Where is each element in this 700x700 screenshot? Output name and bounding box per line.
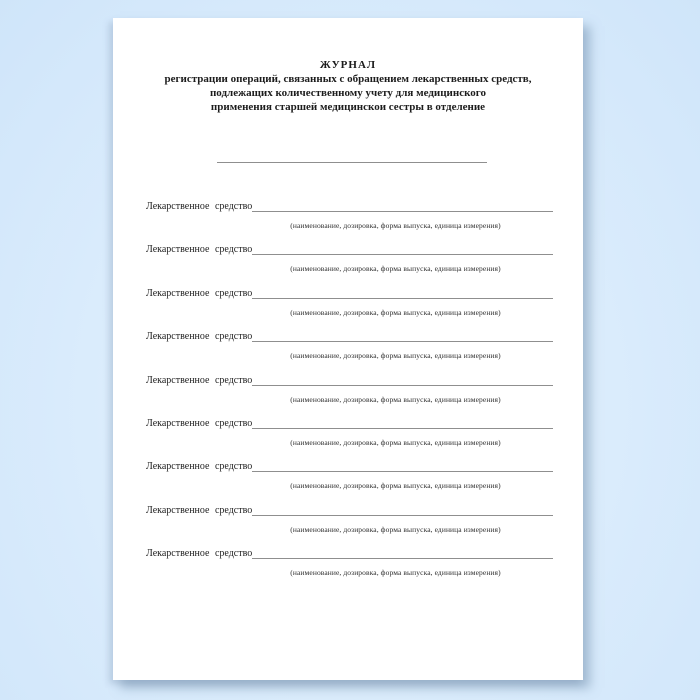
drug-fill-line — [252, 254, 553, 255]
drug-row — [146, 330, 553, 373]
document-title-block — [113, 58, 583, 114]
header-blank-line — [217, 162, 487, 166]
drug-row-caption: (наименование, дозировка, форма выпуска, единица измерения) — [290, 437, 501, 447]
drug-fill-line — [252, 298, 553, 299]
document-subtitle-line-2: подлежащих количественному учету для медицинского — [209, 87, 487, 99]
drug-fill-line — [252, 515, 553, 516]
drug-row-label: Лекарственное средство — [146, 461, 253, 473]
drug-row-label: Лекарственное средство — [146, 417, 253, 429]
drug-row — [146, 243, 553, 286]
drug-row-caption: (наименование, дозировка, форма выпуска, единица измерения) — [290, 568, 501, 578]
drug-row — [146, 417, 553, 460]
drug-row-label: Лекарственное средство — [146, 287, 253, 299]
drug-row-caption: (наименование, дозировка, форма выпуска, единица измерения) — [290, 394, 501, 404]
drug-row — [146, 547, 553, 590]
drug-row — [146, 504, 553, 547]
drug-row-caption: (наименование, дозировка, форма выпуска, единица измерения) — [290, 524, 501, 534]
document-title: ЖУРНАЛ — [319, 59, 377, 71]
drug-fill-line — [252, 558, 553, 559]
drug-fill-line — [252, 211, 553, 212]
drug-row-caption: (наименование, дозировка, форма выпуска, единица измерения) — [290, 221, 501, 230]
drug-row-label: Лекарственное средство — [146, 331, 253, 343]
drug-row-label: Лекарственное средство — [146, 548, 253, 560]
drug-row-label: Лекарственное средство — [146, 201, 253, 212]
drug-row-caption: (наименование, дозировка, форма выпуска, единица измерения) — [290, 307, 501, 317]
drug-fill-line — [252, 428, 553, 429]
drug-fill-line — [252, 471, 553, 472]
drug-row-caption: (наименование, дозировка, форма выпуска, единица измерения) — [290, 481, 501, 491]
drug-row — [146, 374, 553, 417]
drug-row-caption: (наименование, дозировка, форма выпуска, единица измерения) — [290, 351, 501, 361]
drug-rows-list — [146, 200, 553, 591]
drug-row-label: Лекарственное средство — [146, 244, 253, 256]
document-subtitle-line-1: регистрации операций, связанных с обращением лекарственных средств, — [164, 73, 532, 85]
drug-fill-line — [252, 341, 553, 342]
drug-row-caption: (наименование, дозировка, форма выпуска, единица измерения) — [290, 264, 501, 274]
form-page — [113, 18, 583, 680]
drug-row — [146, 460, 553, 503]
drug-row — [146, 287, 553, 330]
drug-fill-line — [252, 385, 553, 386]
document-subtitle-line-3: применения старшей медицинскои сестры в отделение — [210, 101, 486, 113]
drug-row-label: Лекарственное средство — [146, 374, 253, 386]
drug-row-label: Лекарственное средство — [146, 504, 253, 516]
drug-row — [146, 200, 553, 243]
